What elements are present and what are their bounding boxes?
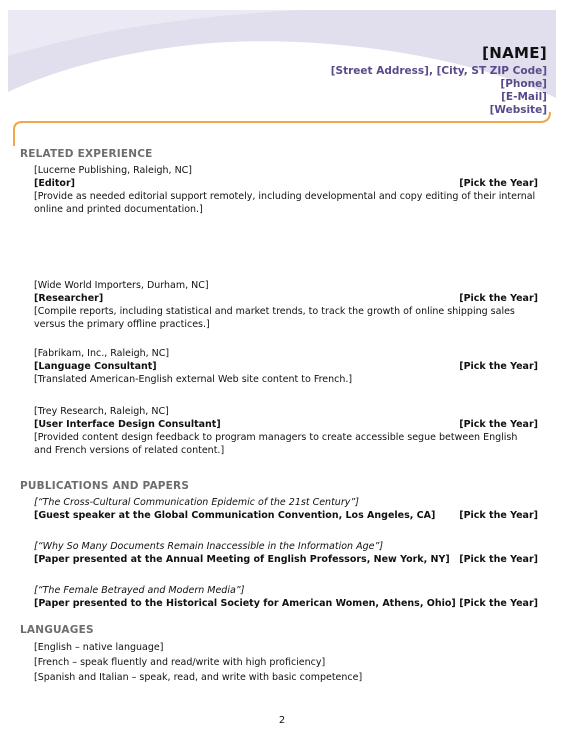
job-title: [User Interface Design Consultant] [34, 419, 221, 430]
publication-year: [Pick the Year] [459, 510, 538, 521]
publication-detail-row [34, 553, 538, 566]
job-year: [Pick the Year] [459, 293, 538, 304]
company: [Lucerne Publishing, Raleigh, NC] [34, 165, 193, 176]
company: [Trey Research, Raleigh, NC] [34, 406, 169, 417]
language-item: [English – native language] [34, 642, 164, 653]
section-title-publications: PUBLICATIONS AND PAPERS [20, 480, 190, 492]
publication-entry [34, 584, 538, 624]
resume-body [20, 148, 538, 685]
website: [Website] [489, 104, 547, 116]
job-description: [Provided content design feedback to program managers to create accessible segue between English and French versions of related content.] [34, 432, 518, 456]
job-description: [Translated American-English external Web site content to French.] [34, 374, 353, 385]
job-year: [Pick the Year] [459, 361, 538, 372]
publication-title: [“The Female Betrayed and Modern Media”] [34, 585, 245, 596]
experience-entry [34, 164, 538, 279]
section-title-experience: RELATED EXPERIENCE [20, 148, 153, 160]
language-item: [Spanish and Italian – speak, read, and write with basic competence] [34, 672, 363, 683]
languages-list [34, 640, 538, 685]
job-title-row [34, 292, 538, 305]
email: [E-Mail] [501, 91, 547, 103]
publication-detail: [Paper presented at the Annual Meeting of English Professors, New York, NY] [34, 554, 450, 565]
job-title-row [34, 177, 538, 190]
job-description: [Compile reports, including statistical and market trends, to track the growth of online shipping sales versus the primary offline practices.] [34, 306, 515, 330]
publication-title: [“The Cross-Cultural Communication Epidemic of the 21st Century”] [34, 497, 359, 508]
publication-detail-row [34, 509, 538, 522]
publication-title: [“Why So Many Documents Remain Inaccessible in the Information Age”] [34, 541, 384, 552]
experience-entry [34, 405, 538, 480]
job-title: [Editor] [34, 178, 75, 189]
page-number: 2 [278, 715, 286, 726]
job-title: [Language Consultant] [34, 361, 157, 372]
experience-entry [34, 279, 538, 347]
publication-entry [34, 540, 538, 584]
publication-year: [Pick the Year] [459, 554, 538, 565]
publication-year: [Pick the Year] [459, 598, 538, 609]
job-title: [Researcher] [34, 293, 104, 304]
job-description: [Provide as needed editorial support remotely, including developmental and copy editing of their internal online and printed documentation.] [34, 191, 536, 215]
section-title-languages: LANGUAGES [20, 624, 94, 636]
company: [Wide World Importers, Durham, NC] [34, 280, 209, 291]
contact-header [331, 44, 547, 117]
publication-detail: [Guest speaker at the Global Communication Convention, Los Angeles, CA] [34, 510, 436, 521]
job-title-row [34, 360, 538, 373]
publication-detail: [Paper presented to the Historical Society for American Women, Athens, Ohio] [34, 598, 456, 609]
job-title-row [34, 418, 538, 431]
experience-entry [34, 347, 538, 405]
company: [Fabrikam, Inc., Raleigh, NC] [34, 348, 170, 359]
job-year: [Pick the Year] [459, 178, 538, 189]
phone: [Phone] [500, 78, 547, 90]
publication-detail-row [34, 597, 538, 610]
publication-entry [34, 496, 538, 540]
language-item: [French – speak fluently and read/write with high proficiency] [34, 657, 326, 668]
job-year: [Pick the Year] [459, 419, 538, 430]
street-address: [Street Address], [City, ST ZIP Code] [330, 65, 547, 77]
person-name: [NAME] [482, 44, 547, 62]
